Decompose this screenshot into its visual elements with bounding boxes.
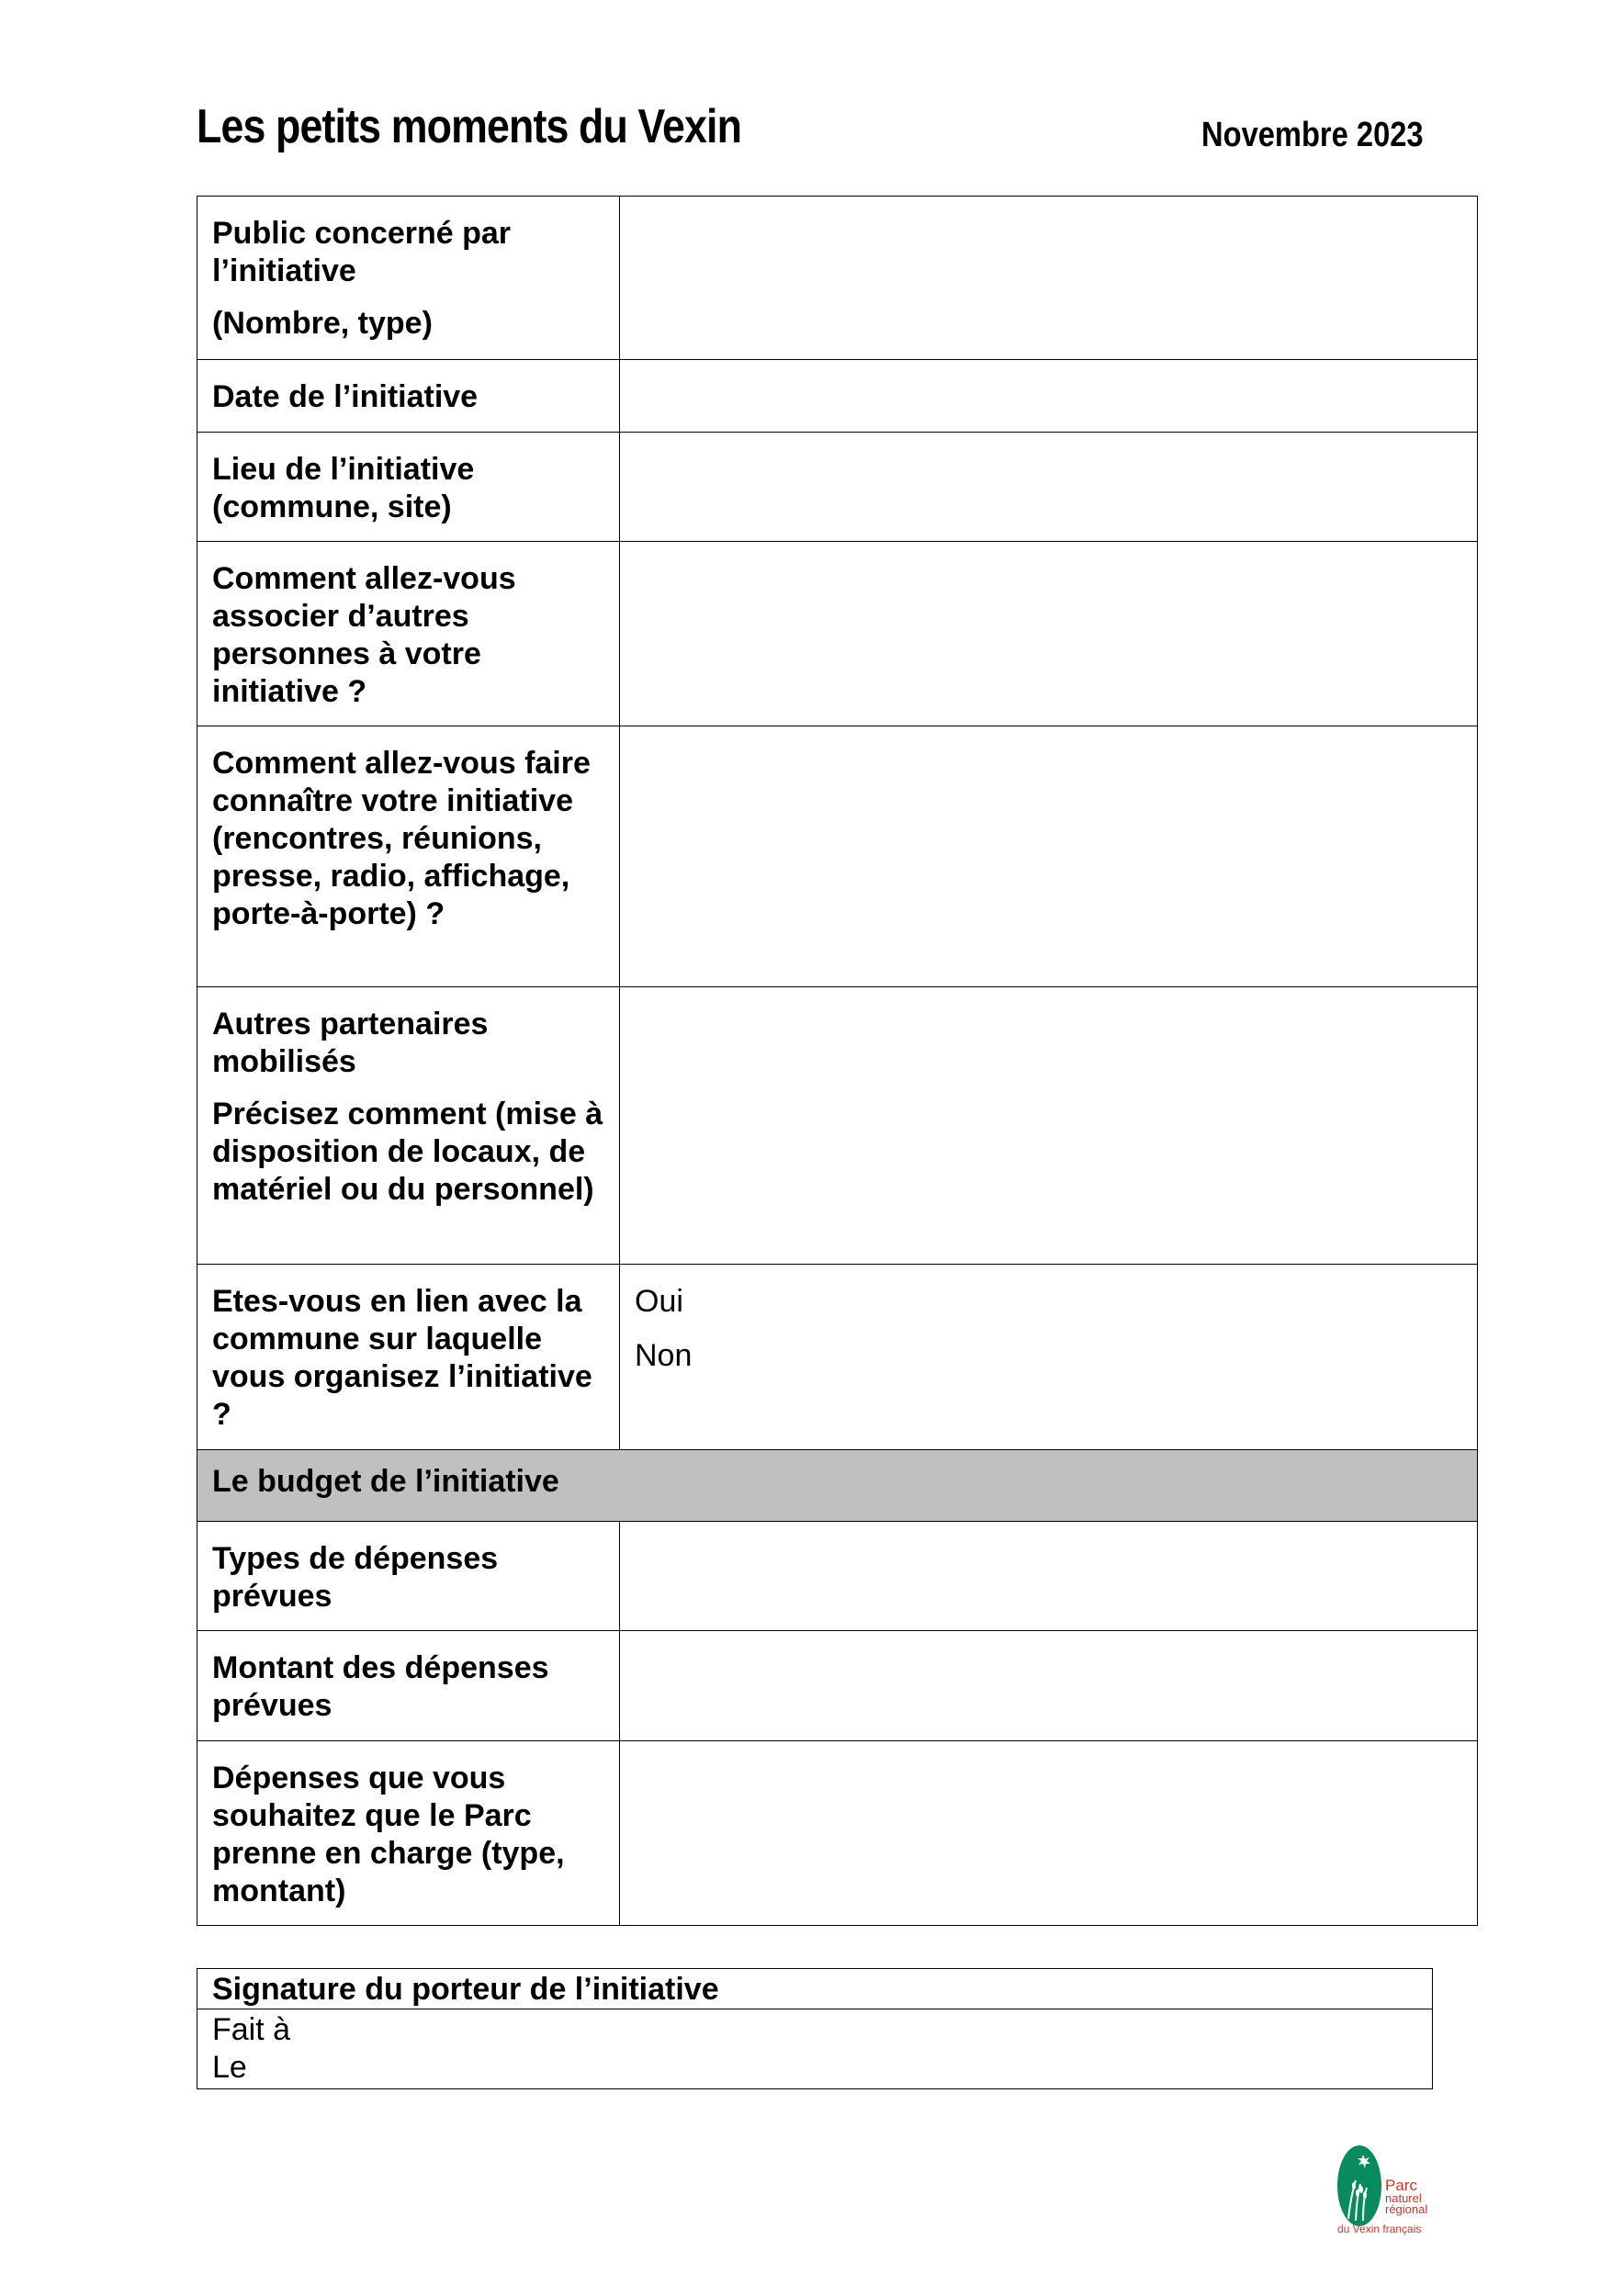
option-non[interactable]: Non <box>635 1338 693 1373</box>
question-types-depenses <box>197 1522 620 1631</box>
budget-section-header: Le budget de l’initiative <box>197 1450 1478 1522</box>
signature-field[interactable] <box>197 2009 1433 2089</box>
table-row <box>197 1522 1478 1631</box>
answer-field-types-depenses[interactable] <box>620 1522 1478 1631</box>
signature-place-label: Fait à <box>212 2012 291 2047</box>
question-label: Comment allez-vous faire connaître votre initiative (rencontres, réunions, presse, radio, affichage, porte-à-porte) ? <box>212 746 591 931</box>
signature-table <box>197 1968 1433 2089</box>
answer-field-public[interactable] <box>620 197 1478 360</box>
question-label: Public concerné par l’initiative <box>212 216 511 288</box>
question-label: Date de l’initiative <box>212 379 479 414</box>
answer-field-lieu[interactable] <box>620 433 1478 542</box>
question-label: Types de dépenses prévues <box>212 1541 499 1614</box>
question-faire-connaitre <box>197 726 620 987</box>
question-lieu <box>197 433 620 542</box>
table-row <box>197 197 1478 360</box>
question-label: Dépenses que vous souhaitez que le Parc prenne en charge (type, montant) <box>212 1761 565 1908</box>
table-row <box>197 1741 1478 1926</box>
logo-text-line: naturel <box>1385 2191 1422 2205</box>
table-row <box>197 726 1478 987</box>
question-label: Montant des dépenses prévues <box>212 1650 549 1723</box>
table-row <box>197 2009 1433 2089</box>
question-montant-depenses <box>197 1631 620 1741</box>
question-sublabel: (Nombre, type) <box>212 306 433 341</box>
answer-field-partenaires[interactable] <box>620 987 1478 1265</box>
question-label: Comment allez-vous associer d’autres personnes à votre initiative ? <box>212 561 516 709</box>
logo-text-line: Parc <box>1385 2177 1417 2194</box>
table-row <box>197 433 1478 542</box>
initiative-form-table <box>197 196 1478 1926</box>
table-row <box>197 360 1478 433</box>
answer-field-montant-depenses[interactable] <box>620 1631 1478 1741</box>
question-date <box>197 360 620 433</box>
answer-field-prise-en-charge[interactable] <box>620 1741 1478 1926</box>
logo-text-footer: du Vexin français <box>1337 2223 1422 2235</box>
question-label: Autres partenaires mobilisés <box>212 1007 489 1079</box>
answer-field-commune[interactable] <box>620 1265 1478 1450</box>
question-commune <box>197 1265 620 1450</box>
answer-field-associer[interactable] <box>620 542 1478 726</box>
question-prise-en-charge <box>197 1741 620 1926</box>
table-row <box>197 1631 1478 1741</box>
question-public <box>197 197 620 360</box>
answer-field-faire-connaitre[interactable] <box>620 726 1478 987</box>
table-row <box>197 1969 1433 2009</box>
question-label: Lieu de l’initiative (commune, site) <box>212 452 475 524</box>
answer-field-date[interactable] <box>620 360 1478 433</box>
signature-heading: Signature du porteur de l’initiative <box>197 1969 1433 2009</box>
document-title: Les petits moments du Vexin <box>197 100 742 153</box>
logo-text-line: régional <box>1385 2202 1428 2216</box>
table-row <box>197 1265 1478 1450</box>
table-row <box>197 1450 1478 1522</box>
question-label: Etes-vous en lien avec la commune sur laquelle vous organisez l’initiative ? <box>212 1284 592 1432</box>
table-row <box>197 987 1478 1265</box>
logo-text <box>1385 2178 1427 2215</box>
signature-date-label: Le <box>212 2050 247 2085</box>
question-partenaires <box>197 987 620 1265</box>
document-date: Novembre 2023 <box>1201 116 1424 154</box>
question-associer <box>197 542 620 726</box>
question-sublabel: Précisez comment (mise à disposition de locaux, de matériel ou du personnel) <box>212 1097 603 1207</box>
option-oui[interactable]: Oui <box>635 1284 683 1319</box>
table-row <box>197 542 1478 726</box>
